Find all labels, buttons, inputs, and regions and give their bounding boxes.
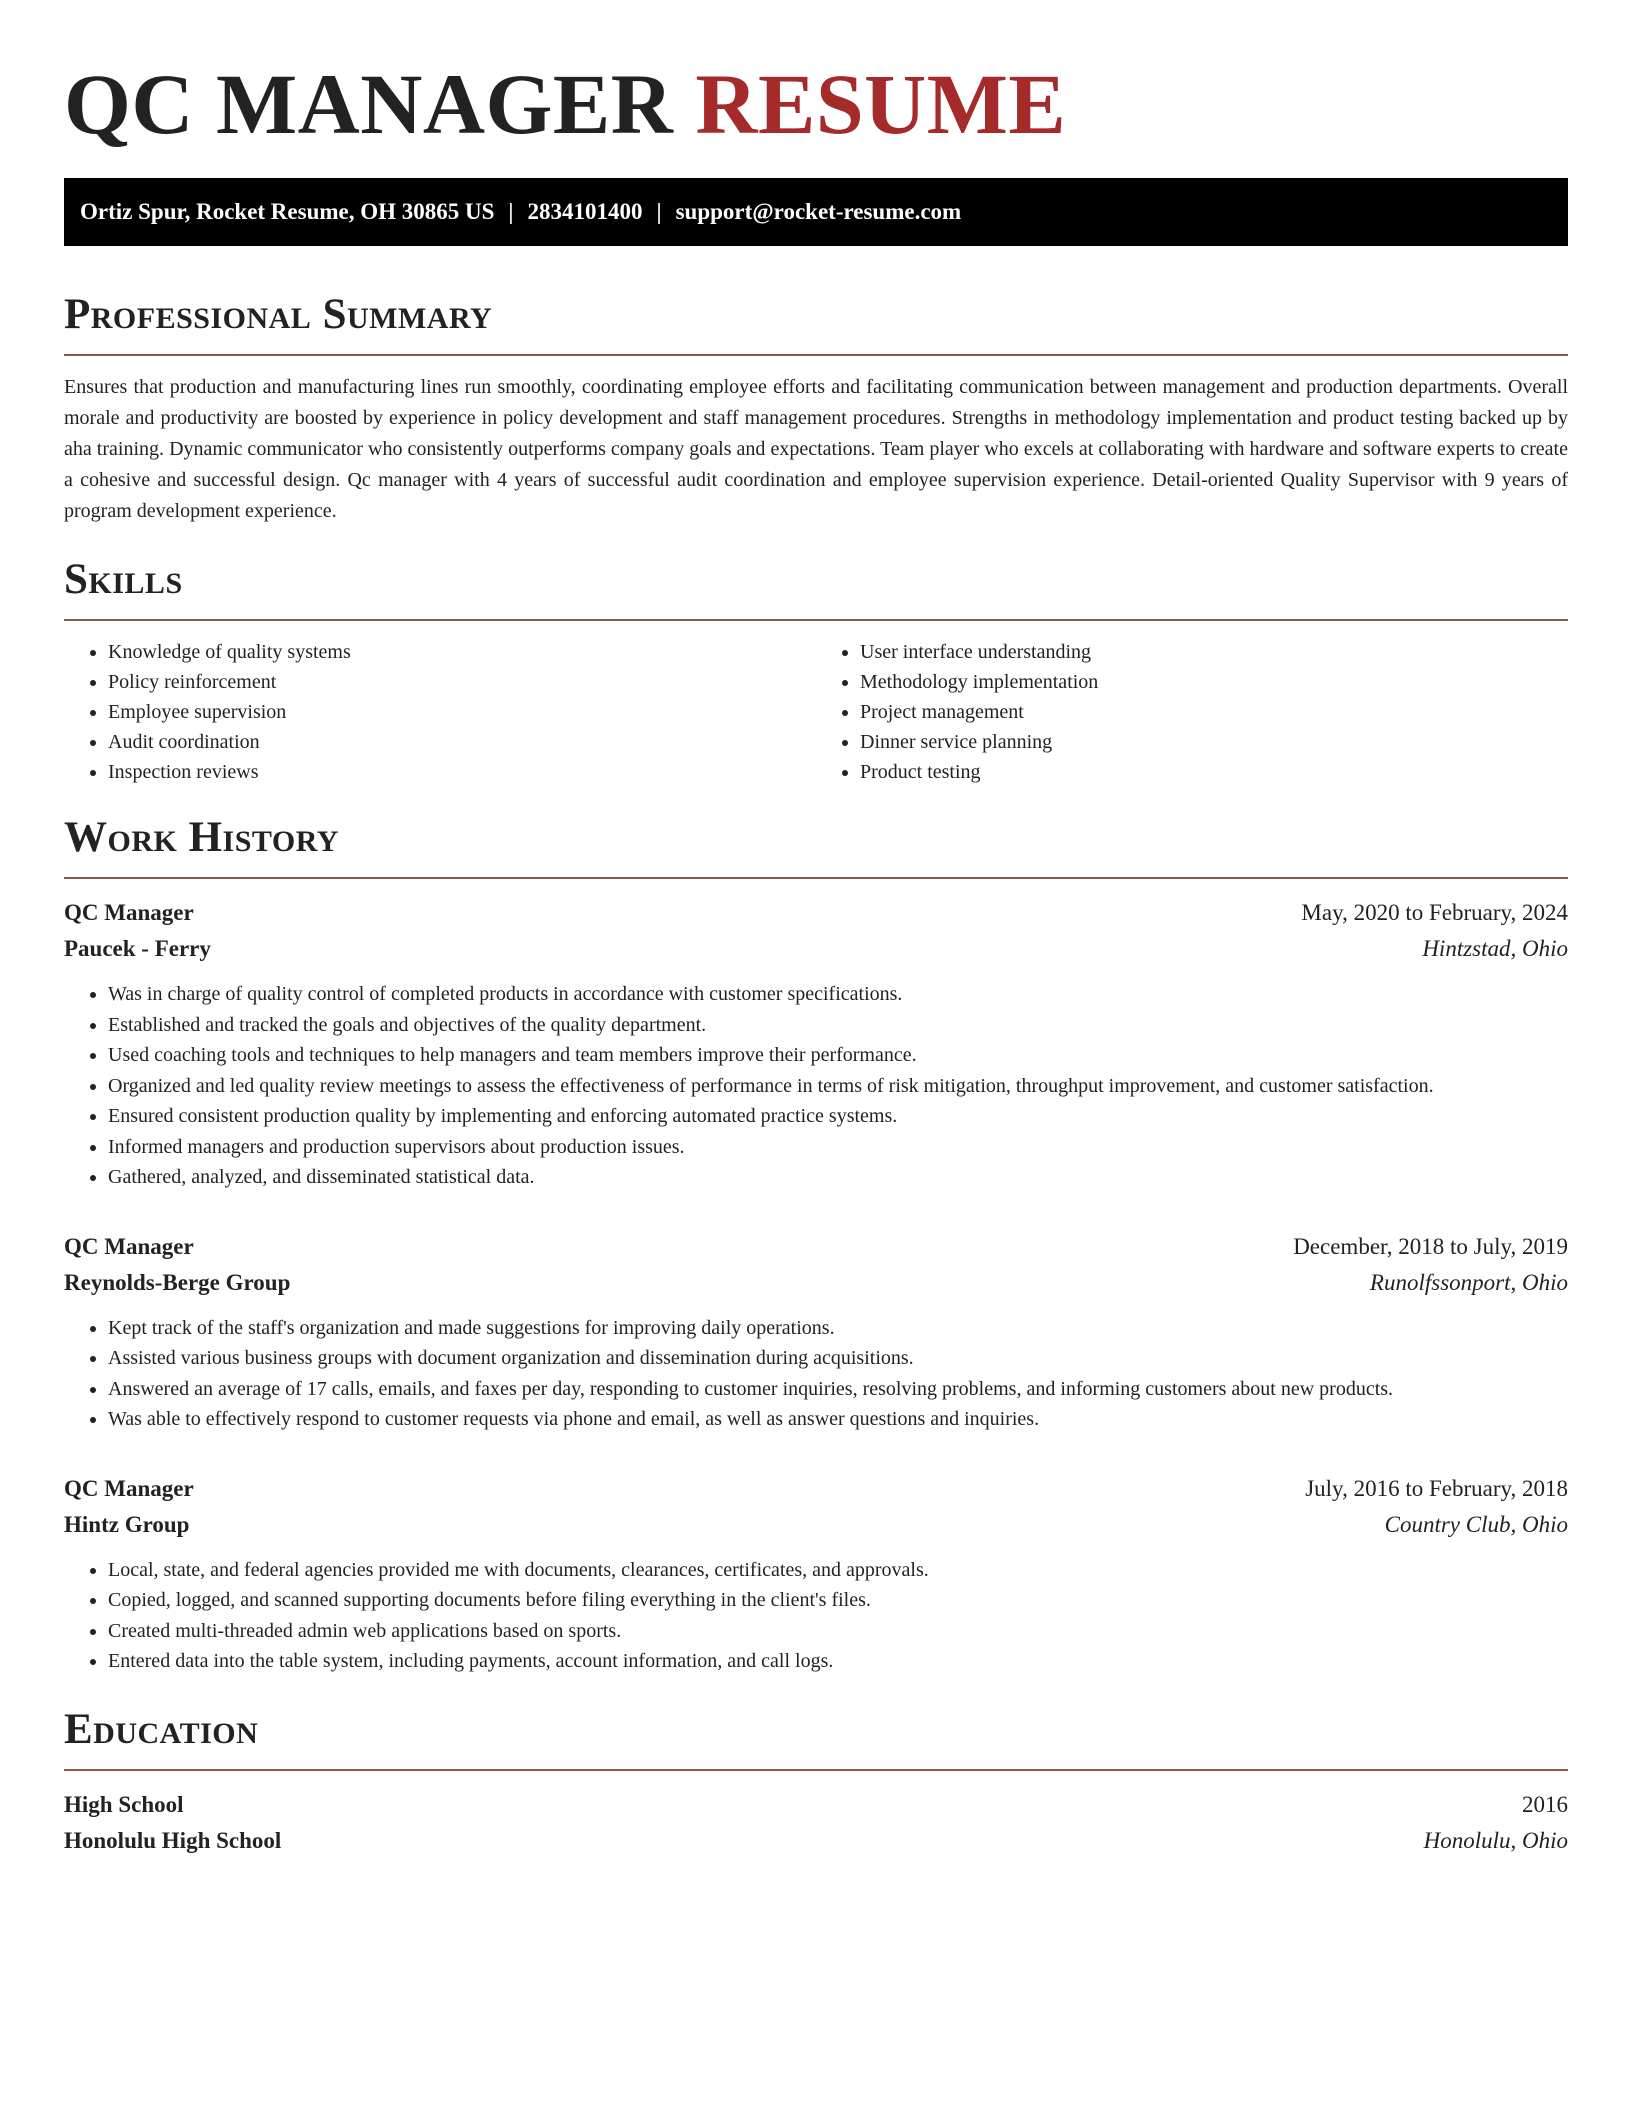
job-entry [64,1229,1568,1435]
job-company: Paucek - Ferry [64,936,211,961]
section-heading-education: Education [64,1705,259,1753]
section-divider [64,619,1568,621]
job-location: Runolfssonport, Ohio [1369,1269,1568,1295]
skill-item: • Audit coordination [108,727,816,757]
job-title: QC Manager [64,900,194,925]
education-year: 2016 [1522,1791,1568,1817]
section-divider [64,1769,1568,1771]
education-degree: High School [64,1791,184,1817]
education-location: Honolulu, Ohio [1423,1827,1568,1853]
work-history-section [64,813,1568,1677]
job-bullets [64,1555,1568,1677]
job-bullet: • Established and tracked the goals and objectives of the quality department. [108,1010,1568,1041]
skills-section [64,555,1568,787]
contact-phone: 2834101400 [527,199,643,224]
section-divider [64,354,1568,356]
job-company: Reynolds-Berge Group [64,1269,291,1295]
job-dates: July, 2016 to February, 2018 [1305,1475,1568,1501]
contact-separator: | [656,199,662,224]
skill-item: • Product testing [860,757,1568,787]
skill-item: • Dinner service planning [860,727,1568,757]
contact-separator: | [508,199,514,224]
professional-summary-section [64,290,1568,527]
job-bullet: • Assisted various business groups with document organization and dissemination during acquisitions. [108,1343,1568,1374]
education-entry [64,1787,1568,1859]
job-bullet: • Was able to effectively respond to customer requests via phone and email, as well as answer questions and inquiries. [108,1404,1568,1435]
job-bullet: • Was in charge of quality control of completed products in accordance with customer specifications. [108,979,1568,1010]
job-bullet: • Informed managers and production supervisors about production issues. [108,1132,1568,1163]
job-title: QC Manager [64,1475,194,1501]
job-bullet: • Organized and led quality review meetings to assess the effectiveness of performance in terms of risk mitigation, throughput improvement, and customer satisfaction. [108,1071,1568,1102]
job-entry [64,895,1568,1193]
job-bullet: • Local, state, and federal agencies provided me with documents, clearances, certificates, and approvals. [108,1555,1568,1586]
skill-item: • Project management [860,697,1568,727]
job-bullets [64,979,1568,1193]
job-header-row [64,1229,1568,1265]
job-location: Hintzstad, Ohio [1422,936,1568,961]
job-bullet: • Answered an average of 17 calls, emails, and faxes per day, responding to customer inquiries, resolving problems, and informing customers about new products. [108,1374,1568,1405]
title-role: QC MANAGER [64,56,674,152]
job-bullet: • Copied, logged, and scanned supporting documents before filing everything in the client's files. [108,1585,1568,1616]
job-bullet: • Kept track of the staff's organization and made suggestions for improving daily operations. [108,1313,1568,1344]
job-location: Country Club, Ohio [1384,1511,1568,1537]
job-dates: May, 2020 to February, 2024 [1301,900,1568,925]
section-heading-summary: Professional Summary [64,291,493,338]
job-bullets [64,1313,1568,1435]
job-company: Hintz Group [64,1511,190,1537]
job-bullet: • Gathered, analyzed, and disseminated statistical data. [108,1162,1568,1193]
skill-item: • Methodology implementation [860,667,1568,697]
education-school-row [64,1823,1568,1859]
contact-address: Ortiz Spur, Rocket Resume, OH 30865 US [80,199,495,224]
title-resume-word: RESUME [695,56,1067,152]
contact-email: support@rocket-resume.com [675,199,962,224]
skill-item: • Inspection reviews [108,757,816,787]
job-dates: December, 2018 to July, 2019 [1293,1233,1568,1259]
section-divider [64,877,1568,879]
job-company-row [64,931,1568,967]
job-company-row [64,1265,1568,1301]
skills-column-right [816,637,1568,787]
skill-item: • Knowledge of quality systems [108,637,816,667]
job-company-row [64,1507,1568,1543]
job-title: QC Manager [64,1233,194,1259]
education-header-row [64,1787,1568,1823]
skills-column-left [64,637,816,787]
job-header-row [64,1471,1568,1507]
contact-bar [64,178,1568,246]
summary-paragraph: Ensures that production and manufacturing lines run smoothly, coordinating employee efforts and facilitating communication between management and production departments. Overall morale and productivity are boosted by experience in policy development and staff management procedures. Strengths in methodology implementation and product testing backed up by aha training. Dynamic communicator who consistently outperforms company goals and expectations. Team player who excels at collaborating with hardware and software experts to create a cohesive and successful design. Qc manager with 4 years of successful audit coordination and employee supervision experience. Detail-oriented Quality Supervisor with 9 years of program development experience. [64,376,1568,522]
education-school: Honolulu High School [64,1827,282,1853]
section-heading-work-history: Work History [64,814,339,861]
skills-grid [64,637,1568,787]
resume-title [64,0,1568,150]
job-bullet: • Created multi-threaded admin web applications based on sports. [108,1616,1568,1647]
job-bullet: • Used coaching tools and techniques to help managers and team members improve their performance. [108,1040,1568,1071]
section-heading-skills: Skills [64,556,183,603]
skill-item: • Employee supervision [108,697,816,727]
skill-item: • Policy reinforcement [108,667,816,697]
job-header-row [64,895,1568,931]
skill-item: • User interface understanding [860,637,1568,667]
job-entry [64,1471,1568,1677]
job-bullet: • Entered data into the table system, including payments, account information, and call logs. [108,1646,1568,1677]
education-section [64,1705,1568,1859]
job-bullet: • Ensured consistent production quality by implementing and enforcing automated practice systems. [108,1101,1568,1132]
